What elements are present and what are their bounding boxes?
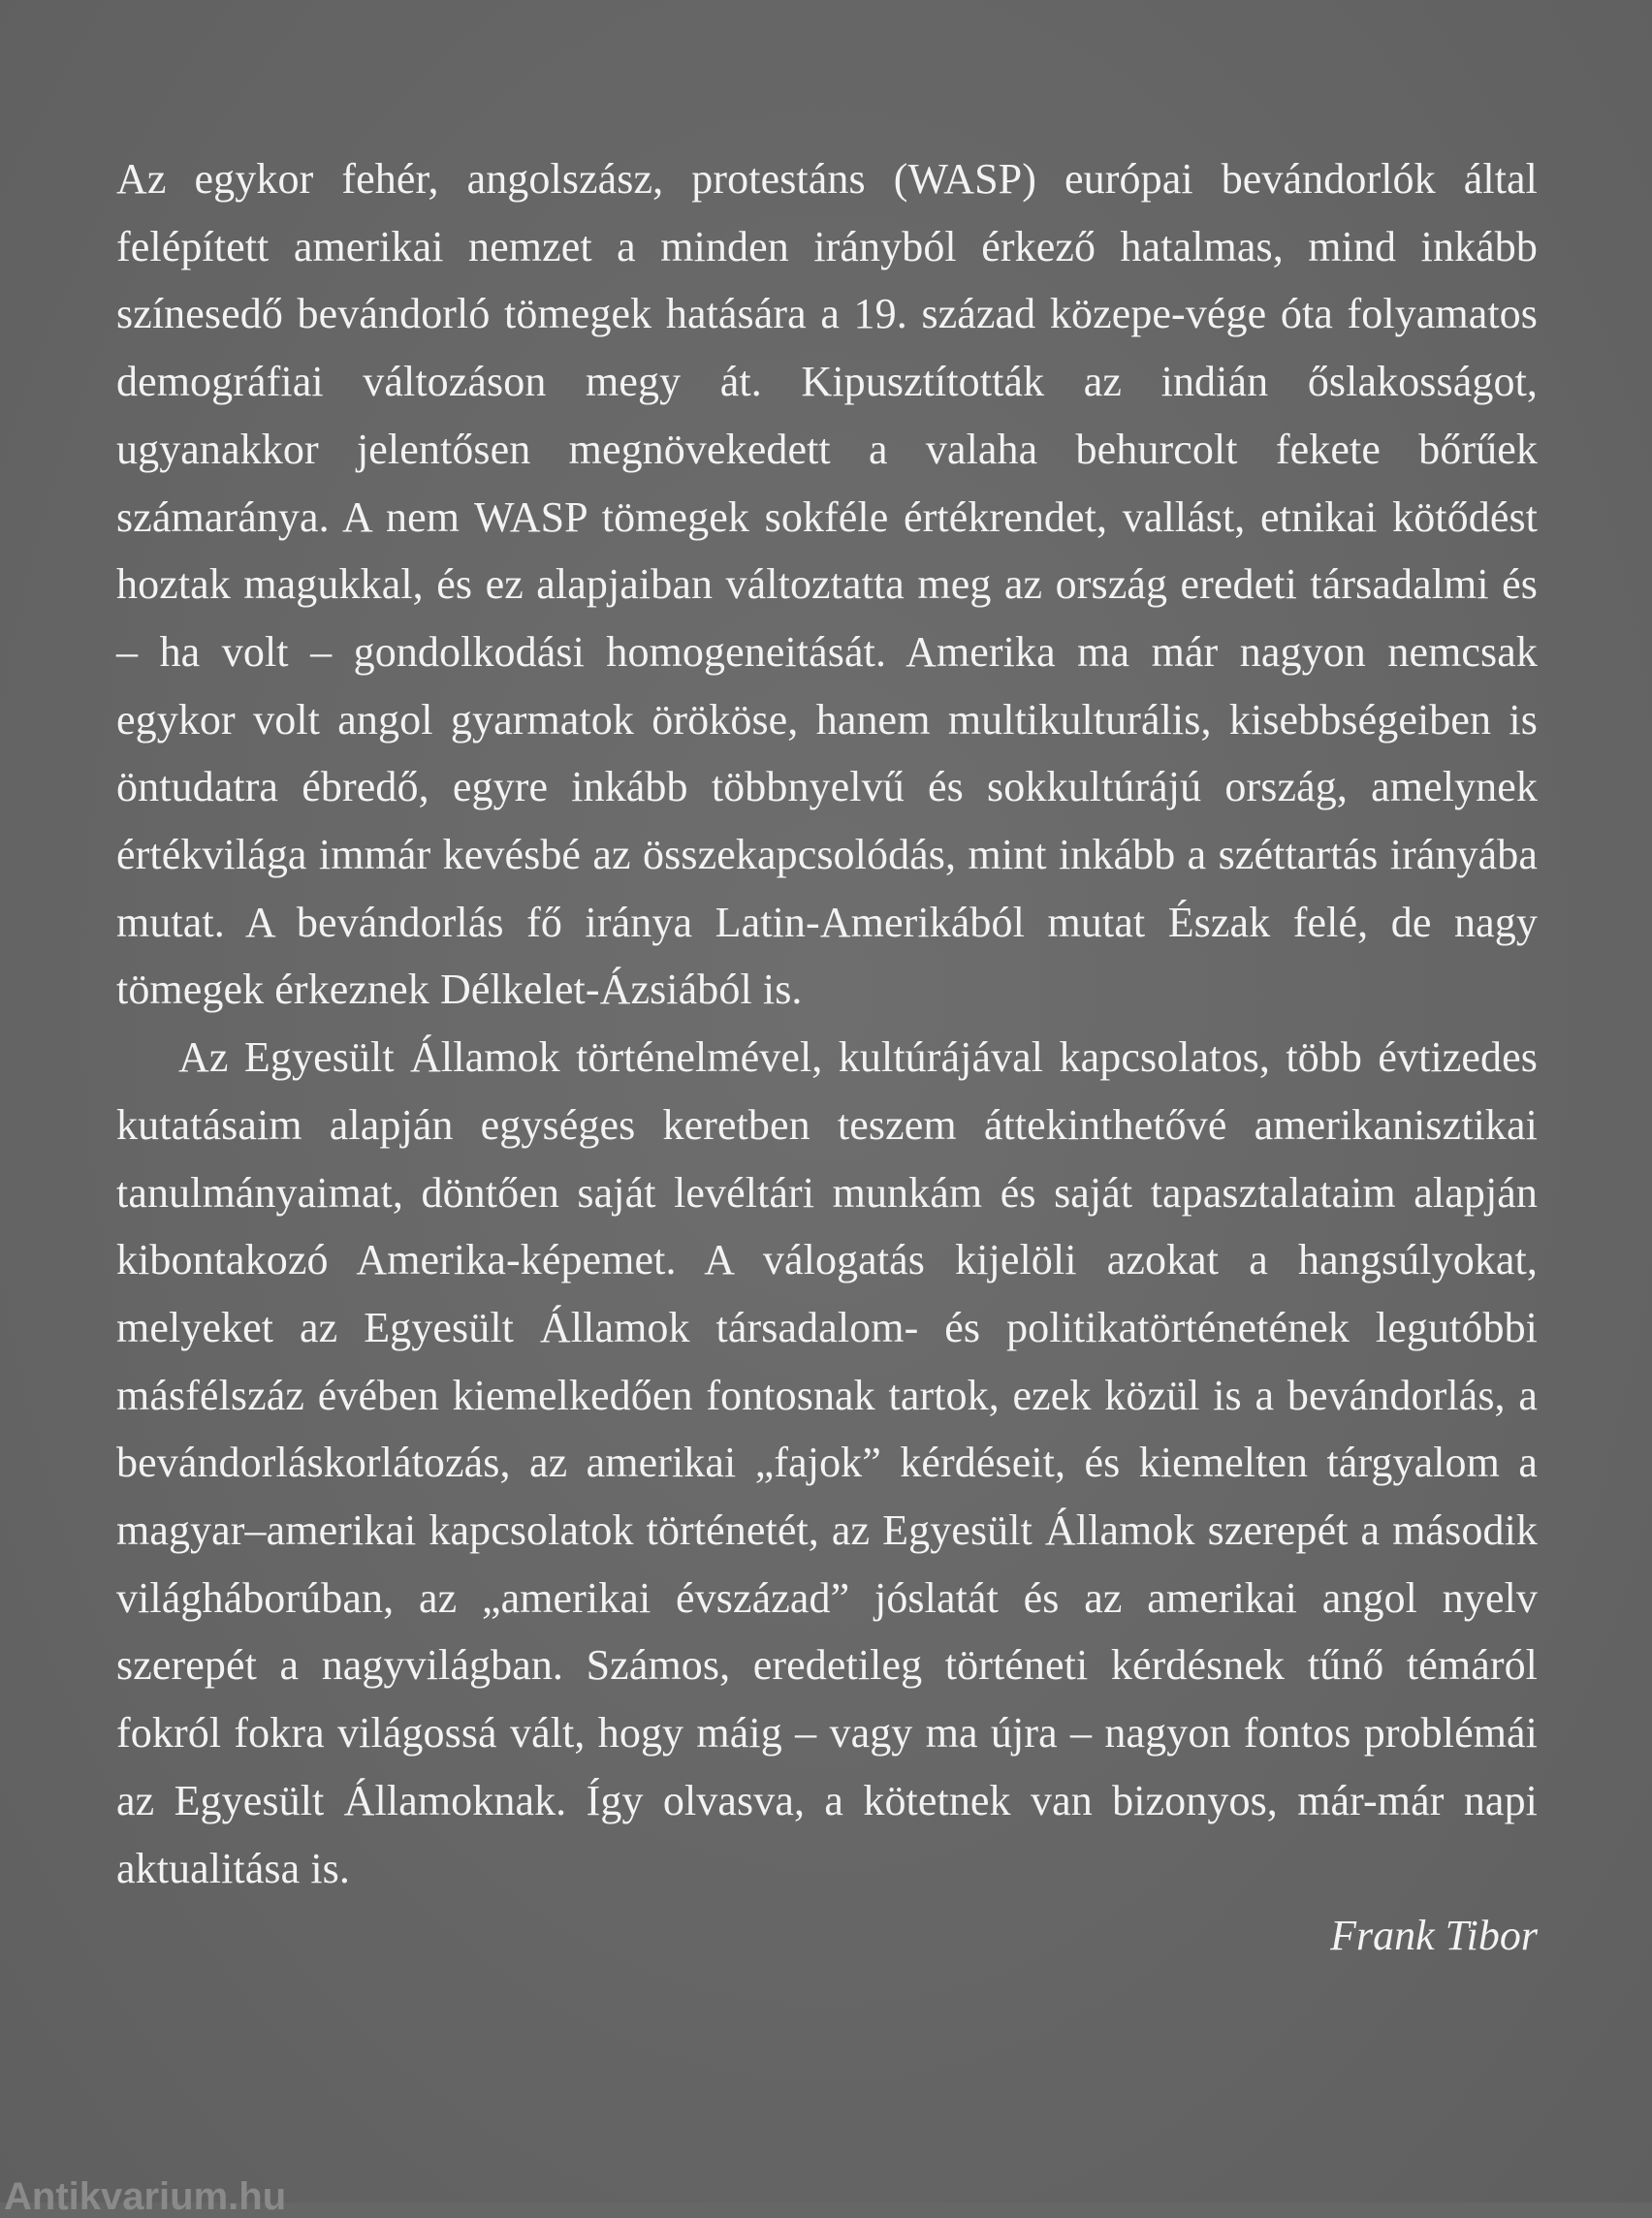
blurb-text — [116, 145, 1538, 1970]
paragraph-1: Az egykor fehér, angolszász, protestáns (WASP) európai bevándorlók által felépített amerikai nemzet a minden irányból érkező hatalmas, mind inkább színesedő bevándorló tömegek hatására a 19. század közepe-vége óta folyamatos demográfiai változáson megy át. Kipusztították az indián őslakosságot, ugyanakkor jelentősen megnövekedett a valaha behurcolt fekete bőrűek számaránya. A nem WASP tömegek sokféle értékrendet, vallást, etnikai kötődést hoztak magukkal, és ez alapjaiban változtatta meg az ország eredeti társadalmi és – ha volt – gondolkodási homogeneitását. Amerika ma már nagyon nemcsak egykor volt angol gyarmatok örököse, hanem multikulturális, kisebbségeiben is öntudatra ébredő, egyre inkább többnyelvű és sokkultúrájú ország, amelynek értékvilága immár kevésbé az összekapcsolódás, mint inkább a széttartás irányába mutat. A bevándorlás fő iránya Latin-Amerikából mutat Észak felé, de nagy tömegek érkeznek Délkelet-Ázsiából is. — [116, 155, 1538, 1014]
watermark: Antikvarium.hu — [4, 2175, 287, 2218]
author-signature: Frank Tibor — [1330, 1912, 1538, 1960]
paragraph-2: Az Egyesült Államok történelmével, kultúrájával kapcsolatos, több évtizedes kutatásaim alapján egységes keretben teszem áttekinthetővé amerikanisztikai tanulmányaimat, döntően saját levéltári munkám és saját tapasztalataim alapján kibontakozó Amerika-képemet. A válogatás kijelöli azokat a hangsúlyokat, melyeket az Egyesült Államok társadalom- és politikatörténetének legutóbbi másfélszáz évében kiemelkedően fontosnak tartok, ezek közül is a bevándorlás, a bevándorláskorlátozás, az amerikai „fajok” kérdéseit, és kiemelten tárgyalom a magyar–amerikai kapcsolatok történetét, az Egyesült Államok szerepét a második világháborúban, az „amerikai évszázad” jóslatát és az amerikai angol nyelv szerepét a nagyvilágban. Számos, eredetileg történeti kérdésnek tűnő témáról fokról fokra világossá vált, hogy máig – vagy ma újra – nagyon fontos problémái az Egyesült Államoknak. Így olvasva, a kötetnek van bizonyos, már-már napi aktualitása is. — [116, 1033, 1538, 1892]
